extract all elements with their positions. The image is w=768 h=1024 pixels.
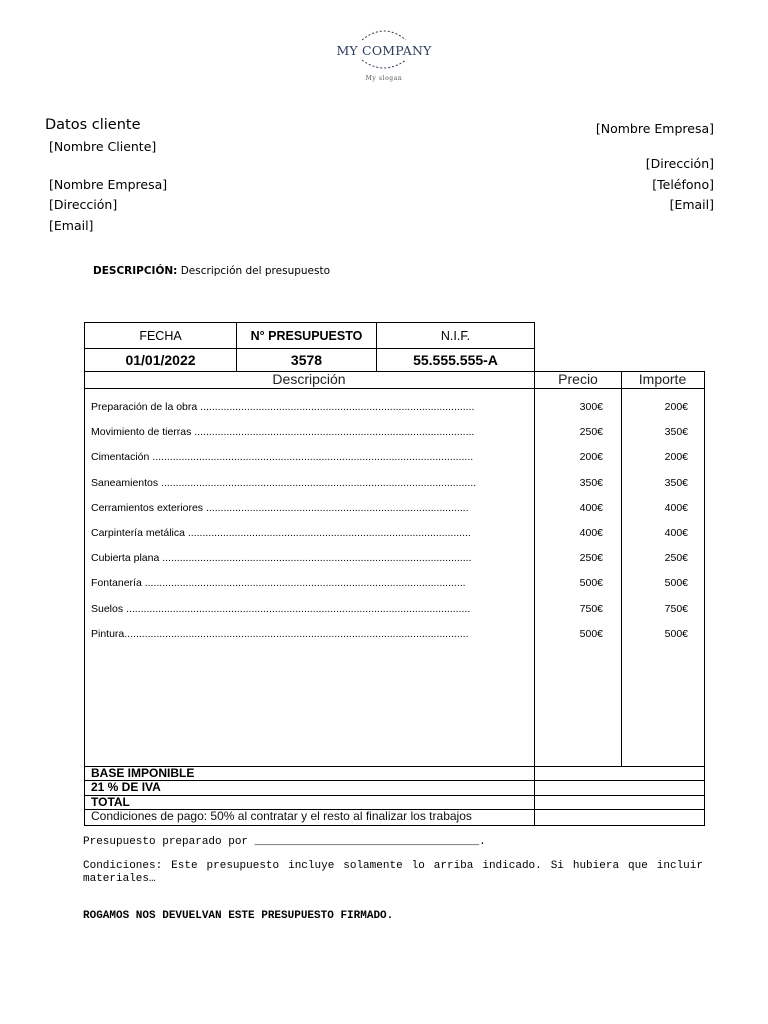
item-price: 500€ <box>579 577 603 589</box>
item-description: Pintura...................................................................................................................... <box>91 628 469 640</box>
signature-request: ROGAMOS NOS DEVUELVAN ESTE PRESUPUESTO FIRMADO. <box>83 910 394 922</box>
budget-number-value: 3578 <box>237 349 377 372</box>
item-description: Carpintería metálica ................................................................................................. <box>91 527 471 539</box>
items-header-divider <box>84 388 704 389</box>
budget-info-table <box>84 322 535 372</box>
item-amount: 750€ <box>664 603 688 615</box>
nif-header: N.I.F. <box>377 323 535 349</box>
base-imponible-label: BASE IMPONIBLE <box>91 766 195 780</box>
footer-divider-2 <box>84 780 704 781</box>
item-amount: 200€ <box>664 451 688 463</box>
item-description: Cerramientos exteriores .......................................................................................... <box>91 502 469 514</box>
iva-label: 21 % DE IVA <box>91 780 161 794</box>
item-price: 250€ <box>579 552 603 564</box>
company-name: MY COMPANY <box>336 43 432 58</box>
budget-number-header: N° PRESUPUESTO <box>237 323 377 349</box>
company-address: [Dirección] <box>645 156 714 171</box>
client-name: [Nombre Cliente] <box>49 139 157 154</box>
prepared-by-line: Presupuesto preparado por __________________________________. <box>83 836 486 848</box>
item-price: 400€ <box>579 527 603 539</box>
item-description: Fontanería .............................................................................................................. <box>91 577 466 589</box>
date-value: 01/01/2022 <box>85 349 237 372</box>
item-amount: 200€ <box>664 401 688 413</box>
item-description: Cimentación .............................................................................................................. <box>91 451 474 463</box>
item-amount: 400€ <box>664 527 688 539</box>
items-table <box>84 371 705 826</box>
item-price: 400€ <box>579 502 603 514</box>
budget-description <box>93 265 330 277</box>
company-logo <box>330 26 438 90</box>
price-column-divider <box>534 371 535 825</box>
item-price: 200€ <box>579 451 603 463</box>
conditions-text: Condiciones: Este presupuesto incluye solamente lo arriba indicado. Si hubiera que incluir materiales… <box>83 860 703 885</box>
item-price: 750€ <box>579 603 603 615</box>
client-heading: Datos cliente <box>45 117 141 133</box>
item-description: Cubierta plana .......................................................................................................... <box>91 552 472 564</box>
item-amount: 500€ <box>664 628 688 640</box>
price-column-header: Precio <box>558 371 598 387</box>
item-description: Movimiento de tierras ................................................................................................ <box>91 426 475 438</box>
description-text: Descripción del presupuesto <box>177 265 331 277</box>
company-name-field: [Nombre Empresa] <box>595 121 714 136</box>
client-email: [Email] <box>49 218 94 233</box>
total-label: TOTAL <box>91 795 130 809</box>
item-description: Preparación de la obra .............................................................................................. <box>91 401 475 413</box>
company-phone: [Teléfono] <box>652 177 714 192</box>
nif-value: 55.555.555-A <box>377 349 535 372</box>
item-price: 500€ <box>579 628 603 640</box>
item-amount: 350€ <box>664 477 688 489</box>
footer-divider-3 <box>84 795 704 796</box>
item-price: 350€ <box>579 477 603 489</box>
company-email: [Email] <box>669 197 714 212</box>
description-label: DESCRIPCIÓN: <box>93 265 178 277</box>
item-description: Suelos ...................................................................................................................... <box>91 603 471 615</box>
client-company: [Nombre Empresa] <box>49 177 168 192</box>
item-amount: 500€ <box>664 577 688 589</box>
item-price: 300€ <box>579 401 603 413</box>
amount-column-header: Importe <box>638 371 687 387</box>
company-slogan: My slogan <box>365 75 403 82</box>
item-price: 250€ <box>579 426 603 438</box>
item-amount: 400€ <box>664 502 688 514</box>
item-description: Saneamientos ............................................................................................................ <box>91 477 477 489</box>
client-address: [Dirección] <box>49 197 118 212</box>
description-column-header: Descripción <box>272 371 346 387</box>
date-header: FECHA <box>85 323 237 349</box>
payment-conditions: Condiciones de pago: 50% al contratar y el resto al finalizar los trabajos <box>91 809 472 823</box>
item-amount: 350€ <box>664 426 688 438</box>
item-amount: 250€ <box>664 552 688 564</box>
